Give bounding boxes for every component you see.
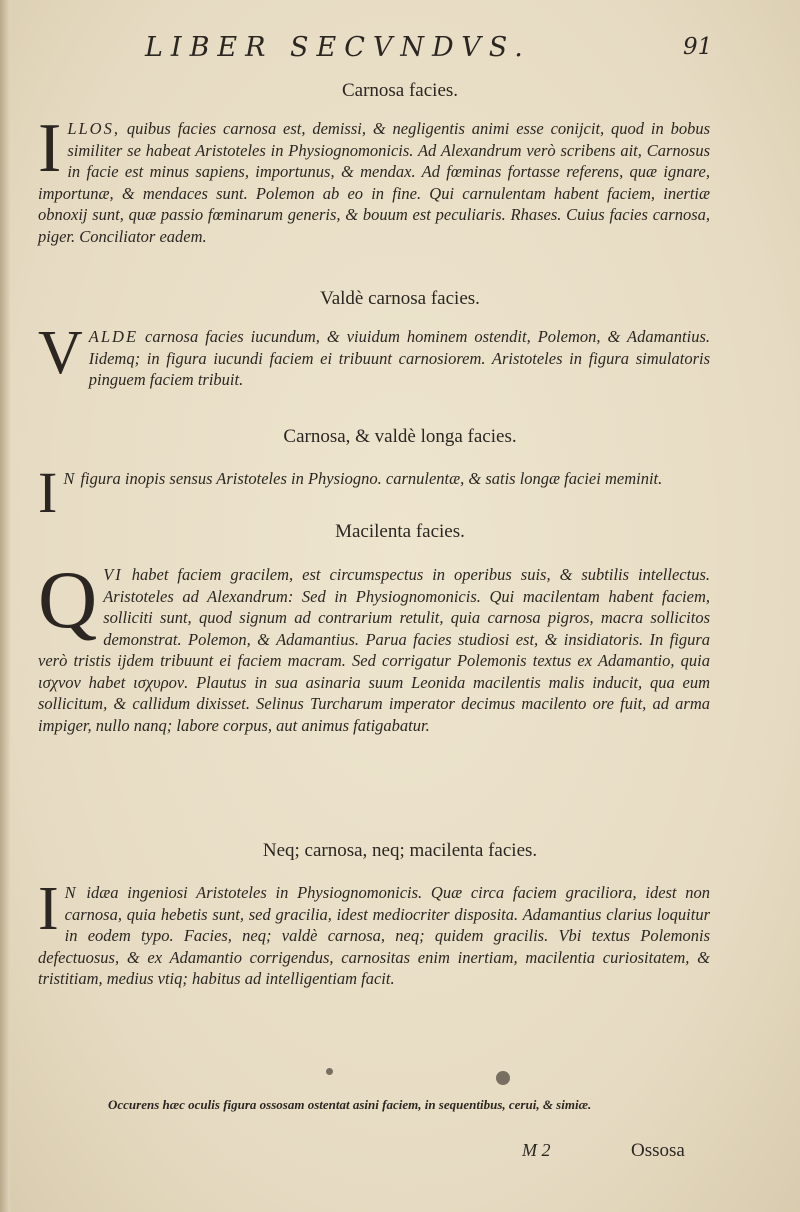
page-number: 91 [683, 34, 713, 60]
running-head-title: LIBER SECVNDVS. [145, 32, 531, 63]
drop-cap: Q [38, 554, 98, 645]
lead-word: VI [103, 565, 123, 584]
drop-cap: I [38, 110, 62, 187]
section-heading: Macilenta facies. [335, 521, 465, 542]
paragraph-body: carnosa facies iucundum, & viuidum hominem ostendit, Polemon, & Adamantius. Iidemq; in figura iucundi faciem ei tribuunt carnosiorem. Aristoteles in figura simulatoris pinguem faciem tribuit. [88, 327, 710, 389]
figure-caption: Occurens hæc oculis figura ossosam ostentat asini faciem, in sequentibus, cerui, & simiæ. [108, 1097, 592, 1112]
lead-word: N [64, 883, 78, 902]
section-neque [38, 875, 711, 990]
section-macilenta [38, 554, 710, 736]
section-heading: Carnosa facies. [341, 80, 459, 101]
ink-spot [496, 1071, 510, 1085]
drop-cap: V [38, 319, 83, 387]
lead-word: LLOS, [67, 119, 120, 138]
drop-cap: I [38, 460, 58, 525]
running-head [0, 32, 800, 72]
section-carnosa [38, 110, 710, 247]
section-text [38, 875, 711, 990]
section-text [38, 468, 710, 490]
section-valde-carnosa [38, 319, 710, 391]
section-heading: Valdè carnosa facies. [320, 288, 480, 309]
drop-cap: I [38, 875, 59, 943]
lead-word: ALDE [88, 327, 139, 346]
paragraph-body: figura inopis sensus Aristoteles in Physiogno. carnulentæ, & satis longæ faciei meminit. [80, 469, 663, 488]
page-gutter [0, 0, 10, 1212]
section-heading: Neq; carnosa, neq; macilenta facies. [262, 840, 538, 861]
section-carnosa-longa [38, 460, 710, 525]
section-text [38, 110, 710, 247]
lead-word: N [63, 469, 77, 488]
section-text [38, 319, 710, 391]
catchword: Ossosa [631, 1140, 685, 1161]
ink-spot [326, 1068, 333, 1075]
paragraph-body: quibus facies carnosa est, demissi, & negligentis animi esse conijcit, quod in bobus similiter se habeat Aristoteles in Physiognomonicis. Ad Alexandrum verò scribens ait, Carnosus in facie est minus sapiens, importunus, & mendax. Ad fœminas fortasse referens, quæ ignare, importunæ, & mendaces sunt. Polemon ab eo in fine. Qui carnulentam habent faciem, inertiæ obnoxij sunt, quæ passio fœminarum generis, & bouum est peculiaris. Rhases. Cuius facies carnosa, piger. Conciliator eadem. [38, 119, 710, 246]
section-heading: Carnosa, & valdè longa facies. [283, 426, 517, 447]
signature-mark: M 2 [522, 1140, 551, 1160]
paragraph-body: habet faciem gracilem, est circumspectus in operibus suis, & subtilis intellectus. Aristoteles ad Alexandrum: Sed in Physiognomonicis. Qui macilentam habent faciem, solliciti sunt, quod signum ad contrarium retulit, quia carnosa pigros, macra sollicitos demonstrat. Polemon, & Adamantius. Parua facies studiosi est, & insidiatoris. In figura verò tristis ijdem tribuunt ei faciem macram. Sed corrigatur Polemonis textus ex Adamantio, quia ισχνον habet ισχυρον. Plautus in sua asinaria suum Leonida macilentis malis inducit, qua eum sollicitum, & callidum dixisset. Selinus Turcharum imperator decimus macilento ore fuit, ad arma impiger, nullo nanq; labore corpus, aut animus fatigabatur. [38, 565, 710, 735]
section-text [38, 554, 710, 736]
paragraph-body: idæa ingeniosi Aristoteles in Physiognomonicis. Quæ circa faciem graciliora, idest non carnosa, quia hebetis sunt, sed gracilia, idest mediocriter disposita. Adamantius clarius loquitur in eodem typo. Facies, neq; valdè carnosa, neq; quidem gracilis. Vbi textus Polemonis defectuosus, & ex Adamantio corrigendus, carnositas enim inertiam, macilentia curiositatem, & tristitiam, medius vtiq; habitus ad intelligentiam facit. [38, 883, 711, 988]
